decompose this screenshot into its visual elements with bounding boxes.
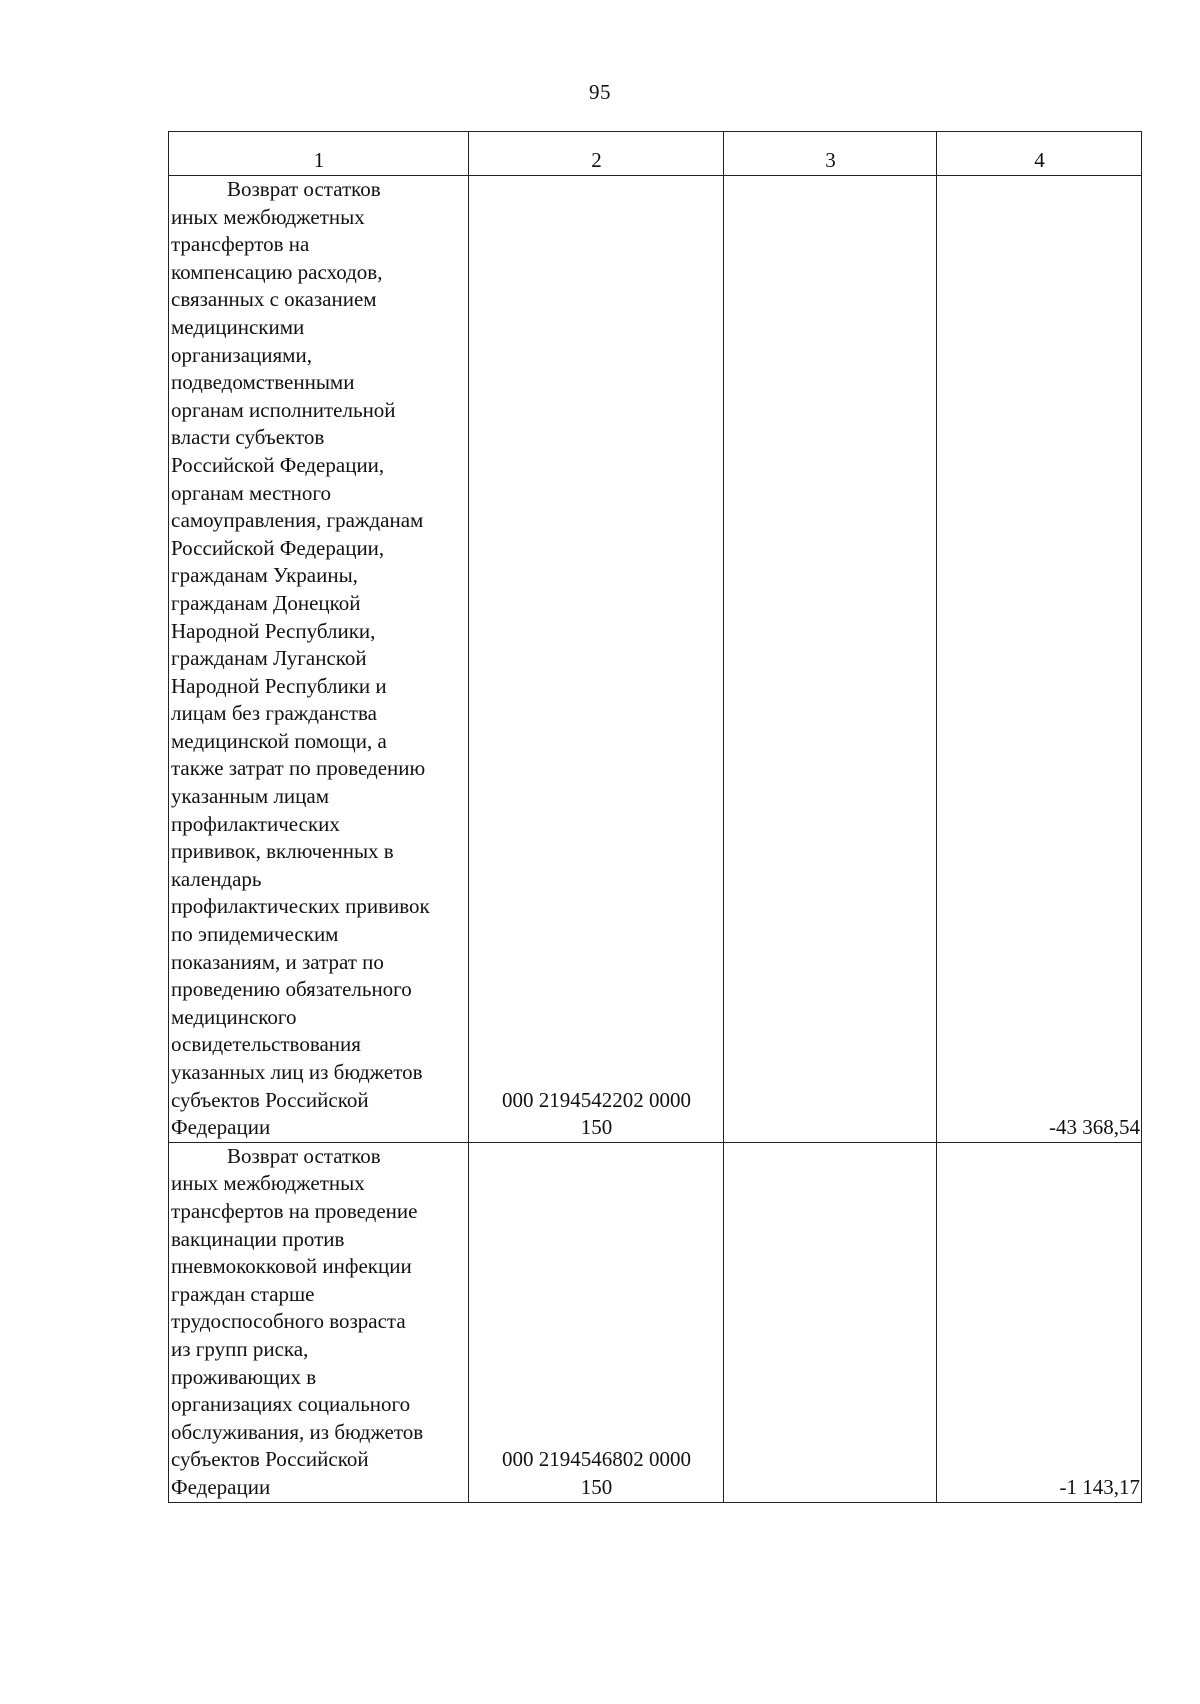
table-row xyxy=(169,1142,1142,1502)
row-name-line: вакцинации против xyxy=(171,1226,345,1251)
row-name-line: освидетельствования xyxy=(171,1032,361,1057)
row-name-line: Российской Федерации, xyxy=(171,452,385,477)
row-name-line: показаниям, и затрат по xyxy=(171,949,384,974)
table-row xyxy=(169,176,1142,1143)
row-name-line: медицинскими xyxy=(171,314,305,339)
column-header-4: 4 xyxy=(937,132,1142,176)
column-header-3: 3 xyxy=(724,132,937,176)
row-name-line: Возврат остатков xyxy=(227,177,381,201)
row-name-line: органам исполнительной xyxy=(171,397,396,422)
table-header xyxy=(169,132,1142,176)
row-name-line: иных межбюджетных xyxy=(171,204,365,229)
row-code-line: 000 2194546802 0000 xyxy=(502,1447,691,1472)
row-name-line: гражданам Луганской xyxy=(171,646,367,671)
row-name-line: пневмококковой инфекции xyxy=(171,1254,412,1279)
row-name-line: компенсацию расходов, xyxy=(171,259,383,284)
row-name-cell xyxy=(169,176,469,1143)
row-name-line: связанных с оказанием xyxy=(171,287,377,312)
row-name-line: указанным лицам xyxy=(171,784,330,809)
row-name-line: гражданам Донецкой xyxy=(171,590,361,615)
row-name-line: органам местного xyxy=(171,480,331,505)
row-name-line: Возврат остатков xyxy=(227,1143,381,1168)
budget-table xyxy=(168,131,1142,1503)
row-name-line: Народной Республики, xyxy=(171,618,376,643)
row-name-line: указанных лиц из бюджетов xyxy=(171,1060,423,1084)
row-name-line: трансфертов на проведение xyxy=(171,1198,418,1223)
row-name-line: трансфертов на xyxy=(171,232,310,257)
row-code-cell xyxy=(469,1142,724,1502)
row-col3-cell xyxy=(724,1142,937,1502)
row-name-line: трудоспособного возраста xyxy=(171,1309,406,1334)
row-name-line: самоуправления, гражданам xyxy=(171,508,424,533)
row-name-line: медицинского xyxy=(171,1004,297,1029)
row-name-line: календарь xyxy=(171,866,262,891)
table-body xyxy=(169,176,1142,1503)
row-name-line: Народной Республики и xyxy=(171,673,387,698)
page-number: 95 xyxy=(589,80,611,104)
row-name-line: организациями, xyxy=(171,342,312,367)
row-name-line: граждан старше xyxy=(171,1281,315,1306)
row-name-line: также затрат по проведению xyxy=(171,756,426,781)
row-name-line: лицам без гражданства xyxy=(171,701,377,726)
row-name-line: подведомственными xyxy=(171,370,355,395)
row-name-line: власти субъектов xyxy=(171,425,325,450)
row-code-line: 150 xyxy=(580,1474,613,1499)
row-name-line: проживающих в xyxy=(171,1364,317,1389)
row-name-line: прививок, включенных в xyxy=(171,839,394,864)
row-name-line: по эпидемическим xyxy=(171,922,339,947)
row-name-line: субъектов Российской xyxy=(171,1447,369,1472)
row-name-line: обслуживания, из бюджетов xyxy=(171,1419,424,1444)
row-name-line: иных межбюджетных xyxy=(171,1171,365,1196)
row-value-cell: -43 368,54 xyxy=(937,176,1142,1143)
row-name-line: из групп риска, xyxy=(171,1336,309,1361)
row-name-line: субъектов Российской xyxy=(171,1087,369,1112)
row-code-cell xyxy=(469,176,724,1143)
column-header-2: 2 xyxy=(469,132,724,176)
row-name-line: профилактических xyxy=(171,811,340,836)
row-name-line: организациях социального xyxy=(171,1392,411,1417)
row-name-line: гражданам Украины, xyxy=(171,563,358,588)
row-name-line: Федерации xyxy=(171,1115,271,1140)
row-col3-cell xyxy=(724,176,937,1143)
row-name-line: профилактических прививок xyxy=(171,894,430,919)
row-name-line: Российской Федерации, xyxy=(171,535,385,560)
row-name-line: медицинской помощи, а xyxy=(171,728,387,753)
row-code-line: 150 xyxy=(580,1115,613,1140)
row-name-line: Федерации xyxy=(171,1474,271,1499)
header-row xyxy=(169,132,1142,176)
row-name-line: проведению обязательного xyxy=(171,977,412,1002)
row-name-cell xyxy=(169,1142,469,1502)
row-value-cell: -1 143,17 xyxy=(937,1142,1142,1502)
column-header-1: 1 xyxy=(169,132,469,176)
row-code-line: 000 2194542202 0000 xyxy=(502,1087,691,1112)
